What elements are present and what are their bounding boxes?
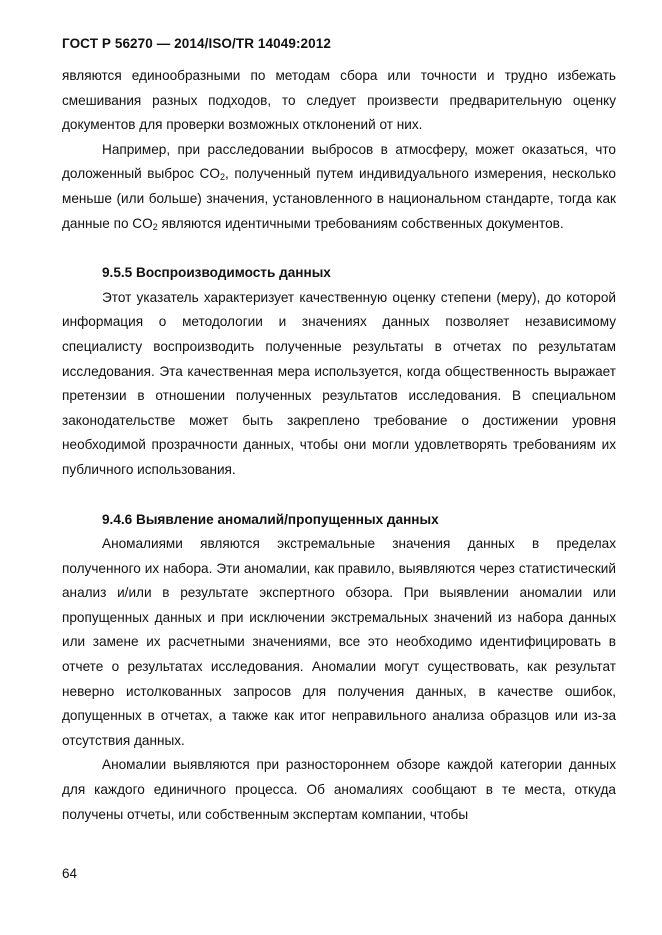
paragraph-text: являются идентичными требованиям собственных документов. — [157, 215, 564, 231]
paragraph-anomalies-detection: Аномалии выявляются при разностороннем обзоре каждой категории данных для каждого единичного процесса. Об аномалиях сообщают в те места, откуда получены отчеты, или собственным экспертам компании, чтобы — [62, 757, 616, 822]
paragraph-anomalies-definition: Аномалиями являются экстремальные значения данных в пределах полученного их набора. Эти аномалии, как правило, выявляются через статистический анализ и/или в результате экспертного обзора. При выявлении аномалии или пропущенных данных и при исключении экстремальных значений из набора данных или замене их расчетными значениями, все это необходимо идентифицировать в отчете о результатах исследования. Аномалии могут существовать, как результат неверно истолкованных запросов для получения данных, в качестве ошибок, допущенных в отчетах, а также как итог неправильного анализа образцов или из-за отсутствия данных. — [62, 536, 616, 748]
paragraph-text: , полученный путем индивидуального измерения, несколько меньше (или больше) значения, установленного в национальном стандарте, тогда как данные по CO — [62, 166, 616, 231]
document-body — [62, 64, 616, 827]
section-heading-reproducibility: 9.5.5 Воспроизводимость данных — [102, 265, 331, 281]
subscript: 2 — [152, 221, 158, 232]
paragraph-text: Например, при расследовании выбросов в атмосферу, может оказаться, что доложенный выброс CO — [62, 141, 616, 182]
paragraph-reproducibility: Этот указатель характеризует качественную оценку степени (меру), до которой информация о методологии и значениях данных позволяет независимому специалисту воспроизводить полученные результаты в отчетах по результатам исследования. Эта качественная мера используется, когда общественность выражает претензии в отношении полученных результатов исследования. В специальном законодательстве может быть закреплено требование о достижении уровня необходимой прозрачности данных, чтобы они могли удовлетворять требованиям их публичного использования. — [62, 289, 616, 477]
section-heading-anomalies: 9.4.6 Выявление аномалий/пропущенных данных — [102, 511, 439, 527]
paragraph-continuation: являются единообразными по методам сбора или точности и трудно избежать смешивания разных подходов, то следует произвести предварительную оценку документов для проверки возможных отклонений от них. — [62, 68, 616, 133]
paragraph-co2-example — [62, 138, 616, 236]
page-number: 64 — [62, 866, 78, 881]
document-header: ГОСТ Р 56270 — 2014/ISO/TR 14049:2012 — [62, 36, 331, 51]
subscript: 2 — [219, 172, 225, 183]
